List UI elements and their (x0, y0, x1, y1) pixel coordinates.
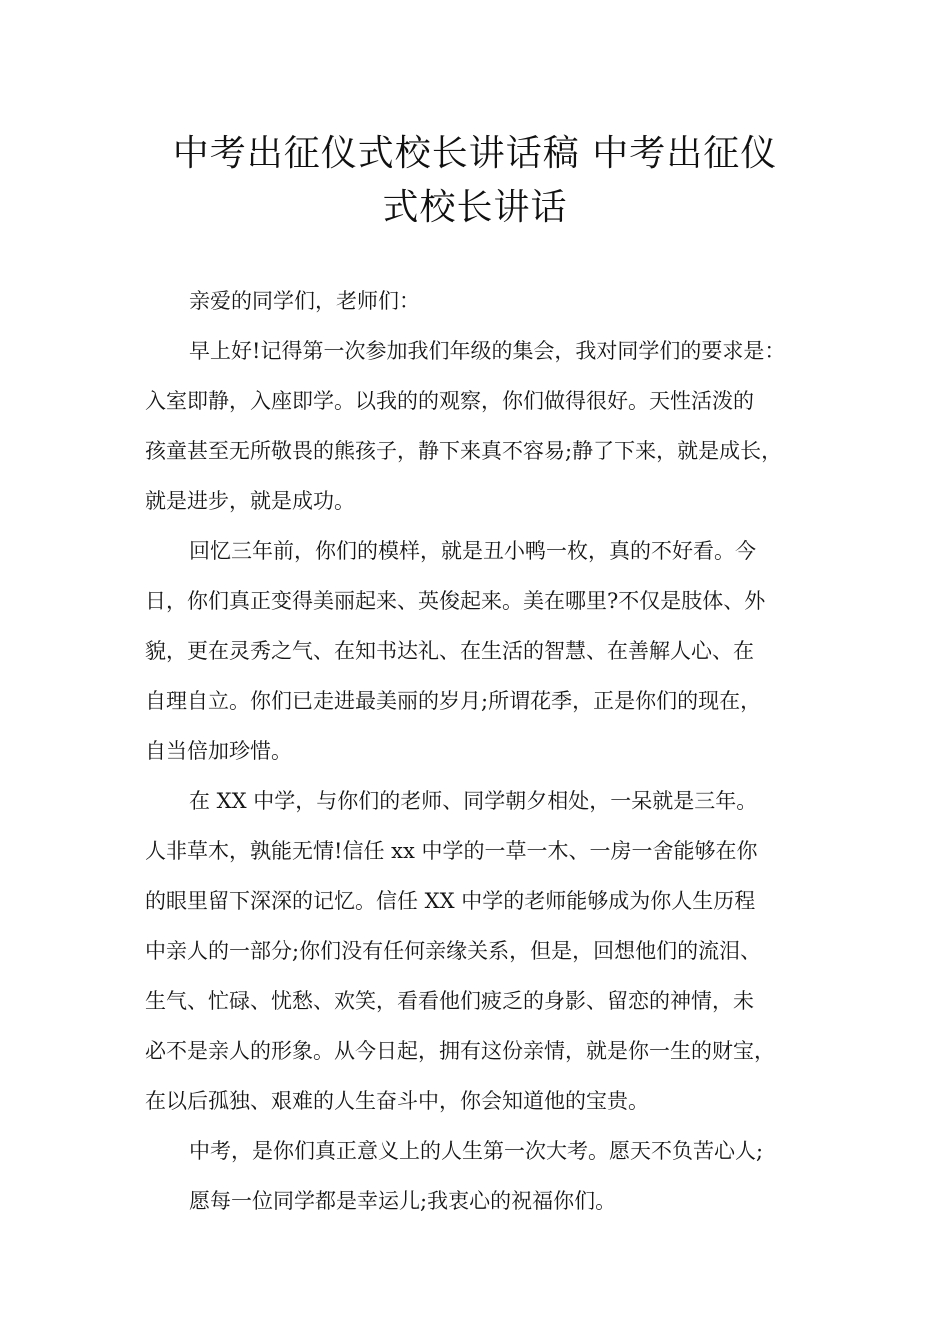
salutation-paragraph (145, 276, 835, 326)
body-paragraph (145, 776, 835, 1126)
body-paragraph (145, 326, 835, 526)
title-line: 式校长讲话 (382, 187, 568, 228)
text-line: 回忆三年前，你们的模样，就是丑小鸭一枚，真的不好看。今 (189, 539, 756, 563)
text-line: 亲爱的同学们，老师们： (189, 289, 420, 313)
text-line: 生气、忙碌、忧愁、欢笑，看看他们疲乏的身影、留恋的神情，未 (145, 989, 754, 1013)
document-body (145, 276, 835, 1226)
text-line: 人非草木，孰能无情!信任 xx 中学的一草一木、一房一舍能够在你 (145, 839, 758, 863)
text-line: 在以后孤独、艰难的人生奋斗中，你会知道他的宝贵。 (145, 1089, 649, 1113)
text-line: 日，你们真正变得美丽起来、英俊起来。美在哪里?不仅是肢体、外 (145, 589, 766, 613)
text-line: 早上好!记得第一次参加我们年级的集会，我对同学们的要求是： (189, 339, 786, 363)
text-line: 入室即静，入座即学。以我的的观察，你们做得很好。天性活泼的 (145, 389, 754, 413)
body-paragraph (145, 526, 835, 776)
text-line: 就是进步，就是成功。 (145, 489, 355, 513)
title-line: 中考出征仪式校长讲话稿 中考出征仪 (172, 133, 778, 174)
text-line: 在 XX 中学，与你们的老师、同学朝夕相处，一呆就是三年。 (189, 789, 758, 813)
text-line: 愿每一位同学都是幸运儿;我衷心的祝福你们。 (189, 1189, 617, 1213)
body-paragraph (145, 1126, 835, 1176)
text-line: 自当倍加珍惜。 (145, 739, 292, 763)
text-line: 貌，更在灵秀之气、在知书达礼、在生活的智慧、在善解人心、在 (145, 639, 754, 663)
text-line: 的眼里留下深深的记忆。信任 XX 中学的老师能够成为你人生历程 (145, 889, 756, 913)
closing-paragraph (145, 1176, 835, 1226)
text-line: 必不是亲人的形象。从今日起，拥有这份亲情，就是你一生的财宝， (145, 1039, 775, 1063)
text-line: 中亲人的一部分;你们没有任何亲缘关系，但是，回想他们的流泪、 (145, 939, 762, 963)
document-title (140, 127, 810, 235)
text-line: 自理自立。你们已走进最美丽的岁月;所谓花季，正是你们的现在， (145, 689, 762, 713)
text-line: 孩童甚至无所敬畏的熊孩子，静下来真不容易;静了下来，就是成长， (145, 439, 783, 463)
text-line: 中考，是你们真正意义上的人生第一次大考。愿天不负苦心人; (189, 1139, 764, 1163)
